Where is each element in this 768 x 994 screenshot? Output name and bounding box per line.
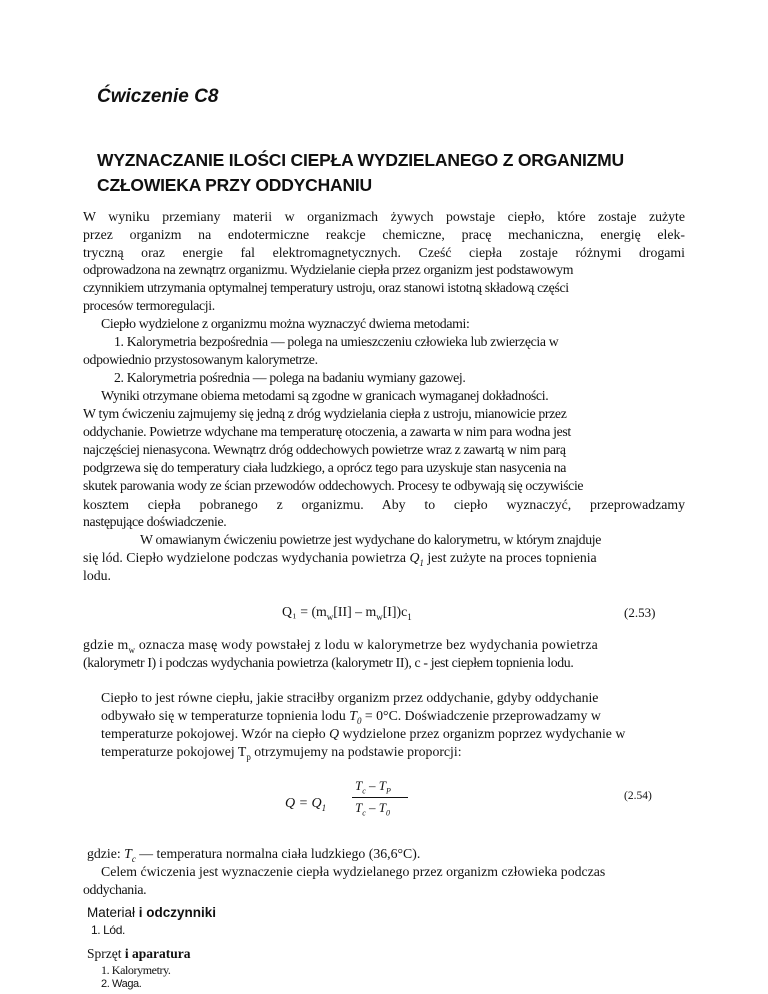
text-line: podgrzewa się do temperatury ciała ludzkiego, a oprócz tego para uzyskuje stan nasycenia na [83, 460, 567, 475]
text-line: lodu. [83, 568, 111, 583]
text-line: przez organizm na endotermiczne reakcje chemiczne, pracę mechaniczna, energię elek- [83, 227, 685, 242]
equation-2-53: $Q_1 = (m_w[II] - m_w[I])c_1$ [282, 604, 412, 622]
text-line: odbywało się w temperaturze topnienia lodu $T_0 = 0^\circ C$. Doświadczenie przeprowadzamy w [101, 708, 601, 726]
text-line: Celem ćwiczenia jest wyznaczenie ciepła wydzielanego przez organizm człowieka podczas [101, 864, 606, 879]
text-line: się lód. Ciepło wydzielone podczas wydychania powietrza $Q_1$ jest zużyte na proces topnienia [83, 550, 597, 568]
text-line: odpowiednio przystosowanym kalorymetrze. [83, 352, 318, 367]
fraction-bar [352, 797, 408, 798]
fraction-numerator: $T_c - T_P$ [355, 778, 391, 796]
text-line: Wyniki otrzymane obiema metodami są zgodne w granicach wymaganej dokładności. [101, 388, 549, 403]
text-line: gdzie: $T_c$ — temperatura normalna ciała ludzkiego (36,6°C). [87, 846, 421, 864]
text-line: W wyniku przemiany materii w organizmach żywych powstaje ciepło, które zostaje zużyte [83, 209, 685, 224]
text-line: kosztem ciepła pobranego z organizmu. Aby to ciepło wyznaczyć, przeprowadzamy [83, 497, 685, 512]
list-item: 1. Lód. [91, 923, 125, 937]
text-line: procesów termoregulacji. [83, 298, 215, 313]
fraction-denominator: $T_c - T_0$ [355, 800, 391, 818]
page-title [97, 148, 624, 198]
paragraph [83, 496, 685, 514]
exercise-label: Ćwiczenie C8 [97, 86, 219, 107]
title-line-1: WYZNACZANIE ILOŚCI CIEPŁA WYDZIELANEGO Z ORGANIZMU [97, 150, 624, 170]
title-line-2: CZŁOWIEKA PRZY ODDYCHANIU [97, 175, 373, 195]
list-item: 2. Kalorymetria pośrednia — polega na badaniu wymiany gazowej. [114, 370, 466, 385]
equation-number: (2.53) [624, 605, 656, 620]
text-line: najczęściej nienasycona. Wewnątrz dróg oddechowych powietrze wraz z zawartą w nim parą [83, 442, 566, 457]
text-line: tryczną oraz energie fal elektromagnetycznych. Cześć ciepła zostaje różnymi drogami [83, 245, 685, 260]
var-q: Q [409, 550, 420, 565]
text-line: skutek parowania wody ze ścian przewodów oddechowych. Procesy te odbywają się oczywiście [83, 478, 584, 493]
list-item: 1. Kalorymetry. [101, 963, 171, 977]
text-line: czynnikiem utrzymania optymalnej temperatury ustroju, oraz stanowi istotną składową części [83, 280, 569, 295]
text-line: W tym ćwiczeniu zajmujemy się jedną z dróg wydzielania ciepła z ustroju, mianowicie przez [83, 406, 567, 421]
text-line: temperaturze pokojowej. Wzór na ciepło Q wydzielone przez organizm poprzez wydychanie w [101, 726, 626, 741]
equation-number: (2.54) [624, 790, 652, 802]
list-item: 2. Waga. [101, 978, 142, 990]
text-line: Ciepło to jest równe ciepłu, jakie straciłby organizm przez oddychanie, gdyby oddychanie [101, 690, 599, 705]
list-item: 1. Kalorymetria bezpośrednia — polega na umieszczeniu człowieka lub zwierzęcia w [114, 334, 559, 349]
equipment-heading: Sprzęt i aparatura [87, 946, 191, 961]
equation-2-54-lhs: $Q = Q_1$ [285, 796, 327, 813]
text-line: odprowadzona na zewnątrz organizmu. Wydzielanie ciepła przez organizm jest podstawowym [83, 262, 574, 277]
text-line: oddychanie. Powietrze wdychane ma temperaturę otoczenia, a zawarta w nim para wodna jest [83, 424, 571, 439]
text-line: temperaturze pokojowej $T_p$ otrzymujemy na podstawie proporcji: [101, 744, 462, 762]
text-line: (kalorymetr I) i podczas wydychania powietrza (kalorymetr II), c - jest ciepłem topnienia lodu. [83, 655, 574, 670]
text-line: następujące doświadczenie. [83, 514, 227, 529]
text-line: oddychania. [83, 882, 147, 897]
text-line: W omawianym ćwiczeniu powietrze jest wydychane do kalorymetru, w którym znajduje [140, 532, 601, 547]
materials-heading: Materiał i odczynniki [87, 905, 217, 920]
intro-paragraph [83, 208, 685, 262]
text-line: gdzie $m_w$ oznacza masę wody powstałej z lodu w kalorymetrze bez wydychania powietrza [83, 637, 599, 655]
text-line: Ciepło wydzielone z organizmu można wyznaczyć dwiema metodami: [101, 316, 470, 331]
